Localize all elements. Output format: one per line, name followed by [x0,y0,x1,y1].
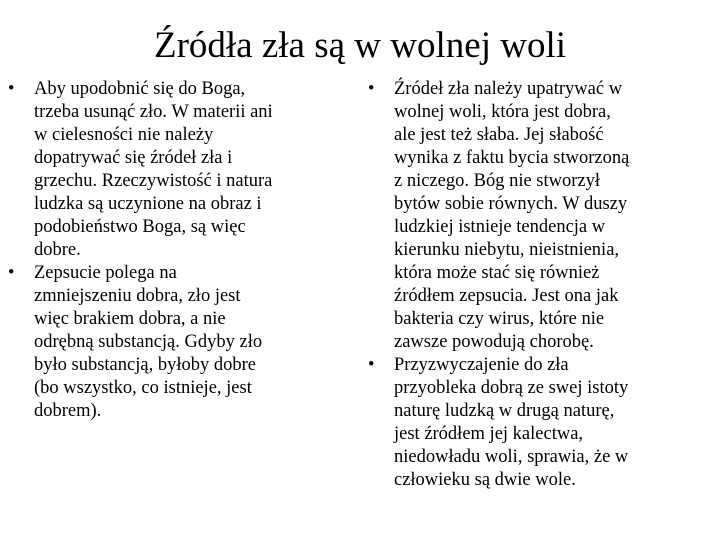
text-line: (bo wszystko, co istnieje, jest [34,378,252,398]
text-line: źródłem zepsucia. Jest ona jak [394,286,619,306]
text-line: podobieństwo Boga, są więc [34,217,246,237]
text-line: ludzka są uczynione na obraz i [34,194,262,214]
bullet-item [8,78,358,262]
text-line: Przyzwyczajenie do zła [394,355,569,375]
right-column [368,78,716,492]
text-line: dopatrywać się źródeł zła i [34,148,233,168]
text-line: dobre. [34,240,81,260]
text-line: w cielesności nie należy [34,125,214,145]
text-line: trzeba usunąć zło. W materii ani [34,102,273,122]
text-line: dobrem). [34,401,102,421]
text-line: ale jest też słaba. Jej słabość [394,125,604,145]
text-line: Aby upodobnić się do Boga, [34,79,246,99]
text-line: bytów sobie równych. W duszy [394,194,628,214]
text-line: przyobleka dobrą ze swej istoty [394,378,629,398]
bullet-item [368,354,716,492]
bullet-dot-icon: • [368,355,375,375]
bullet-dot-icon: • [8,79,15,99]
text-line: wolnej woli, która jest dobra, [394,102,611,122]
text-line: zawsze powodują chorobę. [394,332,594,352]
text-line: niedowładu woli, sprawia, że w [394,447,629,467]
text-line: człowieku są dwie wole. [394,470,576,490]
text-line: grzechu. Rzeczywistość i natura [34,171,273,191]
text-line: bakteria czy wirus, które nie [394,309,605,329]
bullet-dot-icon: • [368,79,375,99]
text-line: kierunku niebytu, nieistnienia, [394,240,620,260]
text-line: Zepsucie polega na [34,263,177,283]
left-column [8,78,358,423]
text-line: z niczego. Bóg nie stworzył [394,171,601,191]
text-line: Źródeł zła należy upatrywać w [394,79,623,99]
bullet-item [368,78,716,354]
text-line: ludzkiej istnieje tendencja w [394,217,606,237]
text-line: zmniejszeniu dobra, zło jest [34,286,241,306]
text-line: która może stać się również [394,263,600,283]
text-line: jest źródłem jej kalectwa, [394,424,584,444]
text-line: więc brakiem dobra, a nie [34,309,226,329]
text-line: było substancją, byłoby dobre [34,355,256,375]
text-line: naturę ludzką w drugą naturę, [394,401,615,421]
text-line: wynika z faktu bycia stworzoną [394,148,630,168]
bullet-item [8,262,358,423]
text-line: odrębną substancją. Gdyby zło [34,332,263,352]
slide-title: Źródła zła są w wolnej woli [153,25,567,66]
bullet-dot-icon: • [8,263,15,283]
